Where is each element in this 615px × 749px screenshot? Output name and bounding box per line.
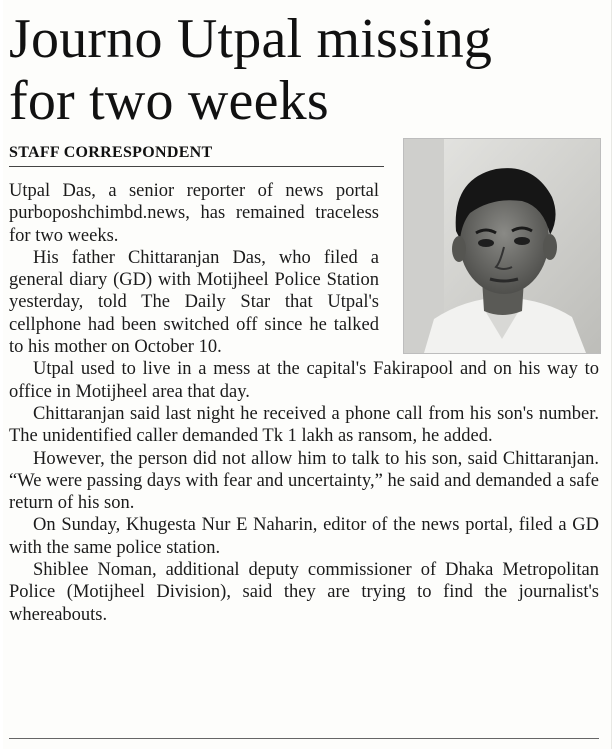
paragraph-2: His father Chittaranjan Das, who filed a general diary (GD) with Motijheel Police Station yesterday, told The Daily Star that Utpal's cellphone had been switched off since he talked to his mother on October 10. — [9, 247, 379, 358]
paragraph-3: Utpal used to live in a mess at the capital's Fakirapool and on his way to office in Motijheel area that day. — [9, 359, 599, 402]
article-body — [9, 180, 599, 626]
paragraph-6: On Sunday, Khugesta Nur E Naharin, editor of the news portal, filed a GD with the same police station. — [9, 515, 599, 558]
bottom-divider — [9, 738, 599, 739]
paragraph-1: Utpal Das, a senior reporter of news portal purboposhchimbd.news, has remained traceless for two weeks. — [9, 181, 379, 246]
byline-divider — [9, 166, 384, 167]
photo-spacer — [379, 180, 599, 352]
paragraph-5: However, the person did not allow him to talk to his son, said Chittaranjan. “We were passing days with fear and uncertainty,” he said and demanded a safe return of his son. — [9, 448, 599, 514]
headline-line-1: Journo Utpal missing — [9, 8, 493, 70]
headline — [9, 8, 492, 132]
newspaper-clipping — [3, 0, 612, 749]
paragraph-7: Shiblee Noman, additional deputy commissioner of Dhaka Metropolitan Police (Motijheel Division), said they are trying to find the journalist's whereabouts. — [9, 560, 599, 625]
paragraph-4: Chittaranjan said last night he received a phone call from his son's number. The unidentified caller demanded Tk 1 lakh as ransom, he added. — [9, 403, 599, 447]
byline: STAFF CORRESPONDENT — [9, 144, 213, 161]
headline-line-2: for two weeks — [9, 70, 329, 132]
